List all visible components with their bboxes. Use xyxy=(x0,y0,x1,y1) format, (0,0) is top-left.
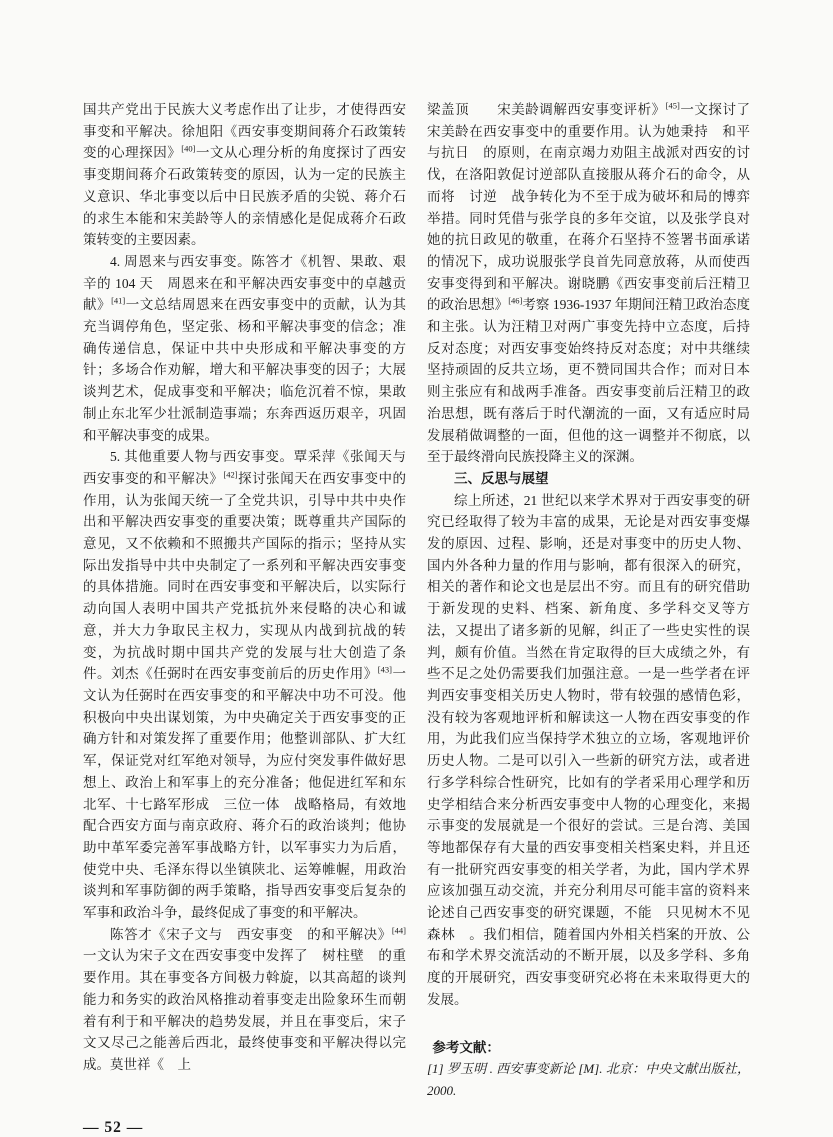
citation-marker: [40] xyxy=(181,143,196,154)
page-number-left-dash: — xyxy=(83,1118,100,1136)
left-column xyxy=(83,99,406,1102)
citation-marker: [43] xyxy=(377,664,392,675)
page-number-right-dash: — xyxy=(126,1118,144,1136)
two-column-layout xyxy=(83,99,750,1102)
body-paragraph: 4. 周恩来与西安事变。陈答才《机智、果敢、艰辛的 104 天 周恩来在和平解决西安事变中的卓越贡献》[41]一文总结周恩来在西安事变中的贡献，认为其充当调停角色，坚定张、杨和平解决事变的信念；准确传递信息，保证中共中央形成和平解决事变的方针；多场合作劝解，增大和平解决事变的因子；大展谈判艺术，促成事变和平解决；临危沉着不惊，果敢制止东北军少壮派制造事端；东奔西返历艰辛，巩固和平解决事变的成果。 xyxy=(83,253,407,443)
body-paragraph: 5. 其他重要人物与西安事变。覃采萍《张闻天与西安事变的和平解决》[42]探讨张闻天在西安事变中的作用，认为张闻天统一了全党共识，引导中共中央作出和平解决西安事变的重要决策；既尊重共产国际的意见，又不依赖和不照搬共产国际的指示；坚持从实际出发指导中共中央制定了一系列和平解决西安事变的具体措施。同时在西安事变和平解决后，以实际行动向国人表明中国共产党抵抗外来侵略的决心和诚意，并大力争取民主权力，实现从内战到抗战的转变，为抗战时期中国共产党的发展与壮大创造了条件。刘杰《任弼时在西安事变前后的历史作用》[43]一文认为任弼时在西安事变的和平解决中功不可没。他积极向中央出谋划策，为中央确定关于西安事变的正确方针和对策发挥了重要作用；他整训部队、扩大红军，保证党对红军绝对领导，为应付突发事件做好思想上、政治上和军事上的充分准备；他促进红军和东北军、十七路军形成 三位一体 战略格局，有效地配合西安方面与南京政府、蒋介石的政治谈判；他协助中革军委完善军事战略方针，以军事实力为后盾，使党中央、毛泽东得以坐镇陕北、运筹帷幄，用政治谈判和军事防御的两手策略，指导西安事变后复杂的军事和政治斗争，最终促成了事变的和平解决。 xyxy=(83,449,407,921)
section-heading: 三、反思与展望 xyxy=(454,470,549,486)
citation-marker: [45] xyxy=(665,100,680,111)
body-paragraph: 综上所述，21 世纪以来学术界对于西安事变的研究已经取得了较为丰富的成果，无论是对西安事变爆发的原因、过程、影响，还是对事变中的历史人物、国内外各种力量的作用与影响，都有很深入的研究，相关的著作和论文也是层出不穷。而且有的研究借助于新发现的史料、档案、新角度、多学科交叉等方法，又提出了诸多新的见解，纠正了一些史实性的误判，颇有价值。当然在肯定取得的巨大成绩之外，有些不足之处仍需要我们加强注意。一是一些学者在评判西安事变相关历史人物时，带有较强的感情色彩，没有较为客观地评析和解读这一人物在西安事变的作用，为此我们应当保持学术独立的立场，客观地评价历史人物。二是可以引入一些新的研究方法，或者进行多学科综合性研究，比如有的学者采用心理学和历史学相结合来分析西安事变中人物的心理变化，来揭示事变的发展就是一个很好的尝试。三是台湾、美国等地都保存有大量的西安事变相关档案史料，并且还有一批研究西安事变的相关学者，为此，国内学术界应该加强互动交流，并充分利用尽可能丰富的资料来论述自己西安事变的研究课题，不能 只见树木不见森林 。我们相信，随着国内外相关档案的开放、公布和学术界交流活动的不断开展，以及多学科、多角度的开展研究，西安事变研究必将在未来取得更大的发展。 xyxy=(427,492,750,1007)
paragraph-spacer xyxy=(427,1011,750,1037)
citation-marker: [41] xyxy=(111,295,126,306)
citation-marker: [42] xyxy=(223,469,238,480)
citation-marker: [44] xyxy=(391,925,406,936)
right-column xyxy=(427,99,750,1102)
reference-entry: [1] 罗玉明 . 西安事变新论 [M]. 北京：中央文献出版社，2000. xyxy=(427,1061,750,1098)
references-heading: 参考文献： xyxy=(432,1039,500,1055)
page-number xyxy=(83,1119,750,1137)
body-paragraph: 梁盖顶 宋美龄调解西安事变评析》[45]一文探讨了宋美龄在西安事变中的重要作用。认为她秉持 和平与抗日 的原则，在南京竭力劝阻主战派对西安的讨伐，在洛阳敦促讨逆部队直接服从蒋介石的命令，从而将 讨逆 战争转化为不至于成为破坏和局的博弈举措。同时凭借与张学良的多年交谊，以及张学良对她的抗日政见的敬重，在蒋介石坚持不签署书面承诺的情况下，成功说服张学良首先同意放蒋，从而使西安事变得到和平解决。谢晓鹏《西安事变前后汪精卫的政治思想》[46]考察 1936-1937 年期间汪精卫政治态度和主张。认为汪精卫对两广事变先持中立态度，后持反对态度；对西安事变始终持反对态度；对中共继续坚持顽固的反共立场，更不赞同国共合作；而对日本则主张应有和战两手准备。西安事变前后汪精卫的政治思想，既有落后于时代潮流的一面，又有适应时局发展稍做调整的一面，但他的这一调整并不彻底，以至于最终滑向民族投降主义的深渊。 xyxy=(427,100,751,465)
page-number-value: 52 xyxy=(104,1118,122,1136)
citation-marker: [46] xyxy=(508,295,523,306)
body-paragraph: 陈答才《宋子文与 西安事变 的和平解决》[44]一文认为宋子文在西安事变中发挥了 树柱壁 的重要作用。其在事变各方间极力斡旋，以其高超的谈判能力和务实的政治风格推动着事变走出险象环生而朝着有利于和平解决的趋势发展，并且在事变后，宋子文又尽己之能善后西北，最终使事变和平解决得以完成。莫世祥《 上 xyxy=(83,925,406,1072)
body-paragraph: 国共产党出于民族大义考虑作出了让步，才使得西安事变和平解决。徐旭阳《西安事变期间蒋介石政策转变的心理探因》[40]一文从心理分析的角度探讨了西安事变期间蒋介石政策转变的原因，认为一定的民族主义意识、华北事变以后中日民族矛盾的尖锐、蒋介石的求生本能和宋美龄等人的亲情感化是促成蒋介石政策转变的主要因素。 xyxy=(83,102,407,248)
